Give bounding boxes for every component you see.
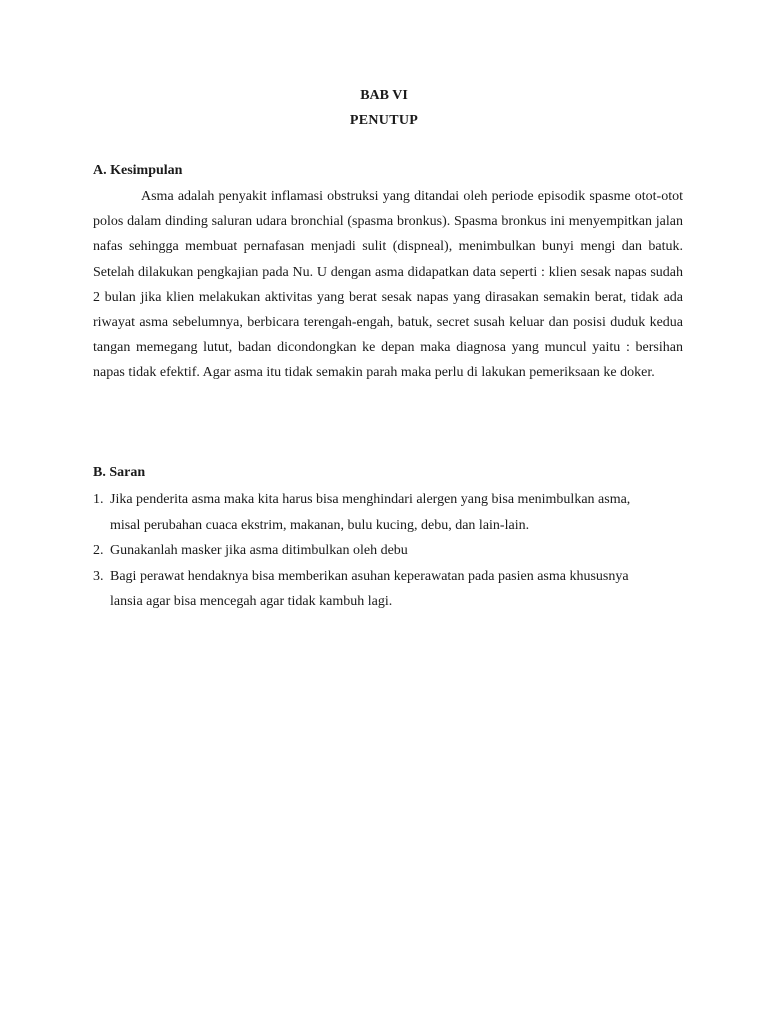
chapter-number: BAB VI bbox=[360, 88, 408, 103]
list-item bbox=[93, 564, 663, 615]
list-item bbox=[93, 538, 663, 564]
chapter-title: PENUTUP bbox=[349, 113, 419, 128]
section-heading-saran: B. Saran bbox=[93, 465, 146, 480]
saran-list bbox=[93, 487, 663, 615]
kesimpulan-paragraph: Asma adalah penyakit inflamasi obstruksi yang ditandai oleh periode episodik spasme otot-otot polos dalam dinding saluran udara bronchial (spasma bronkus). Spasma bronkus ini menyempitkan jalan nafas sehingga membuat pernafasan menjadi sulit (dispneal), menimbulkan bunyi mengi dan batuk. Setelah dilakukan pengkajian pada Nu. U dengan asma didapatkan data seperti : klien sesak napas sudah 2 bulan jika klien melakukan aktivitas yang berat sesak napas yang dirasakan semakin berat, tidak ada riwayat asma sebelumnya, berbicara terengah-engah, batuk, secret susah keluar dan posisi duduk kedua tangan memegang lutut, badan dicondongkan ke depan maka diagnosa yang muncul yaitu : bersihan napas tidak efektif. Agar asma itu tidak semakin parah maka perlu di lakukan pemeriksaan ke doker. bbox=[93, 189, 683, 381]
list-item-text: Jika penderita asma maka kita harus bisa menghindari alergen yang bisa menimbulkan asma, misal perubahan cuaca ekstrim, makanan, bulu kucing, debu, dan lain-lain. bbox=[110, 492, 631, 533]
list-item-text: Bagi perawat hendaknya bisa memberikan asuhan keperawatan pada pasien asma khususnya lansia agar bisa mencegah agar tidak kambuh lagi. bbox=[110, 568, 629, 609]
list-item-text: Gunakanlah masker jika asma ditimbulkan oleh debu bbox=[110, 543, 408, 558]
list-item-number: 1. bbox=[93, 492, 104, 507]
list-item-number: 2. bbox=[93, 543, 104, 558]
list-item bbox=[93, 487, 663, 538]
list-item-number: 3. bbox=[93, 568, 104, 584]
section-heading-kesimpulan: A. Kesimpulan bbox=[93, 163, 183, 178]
